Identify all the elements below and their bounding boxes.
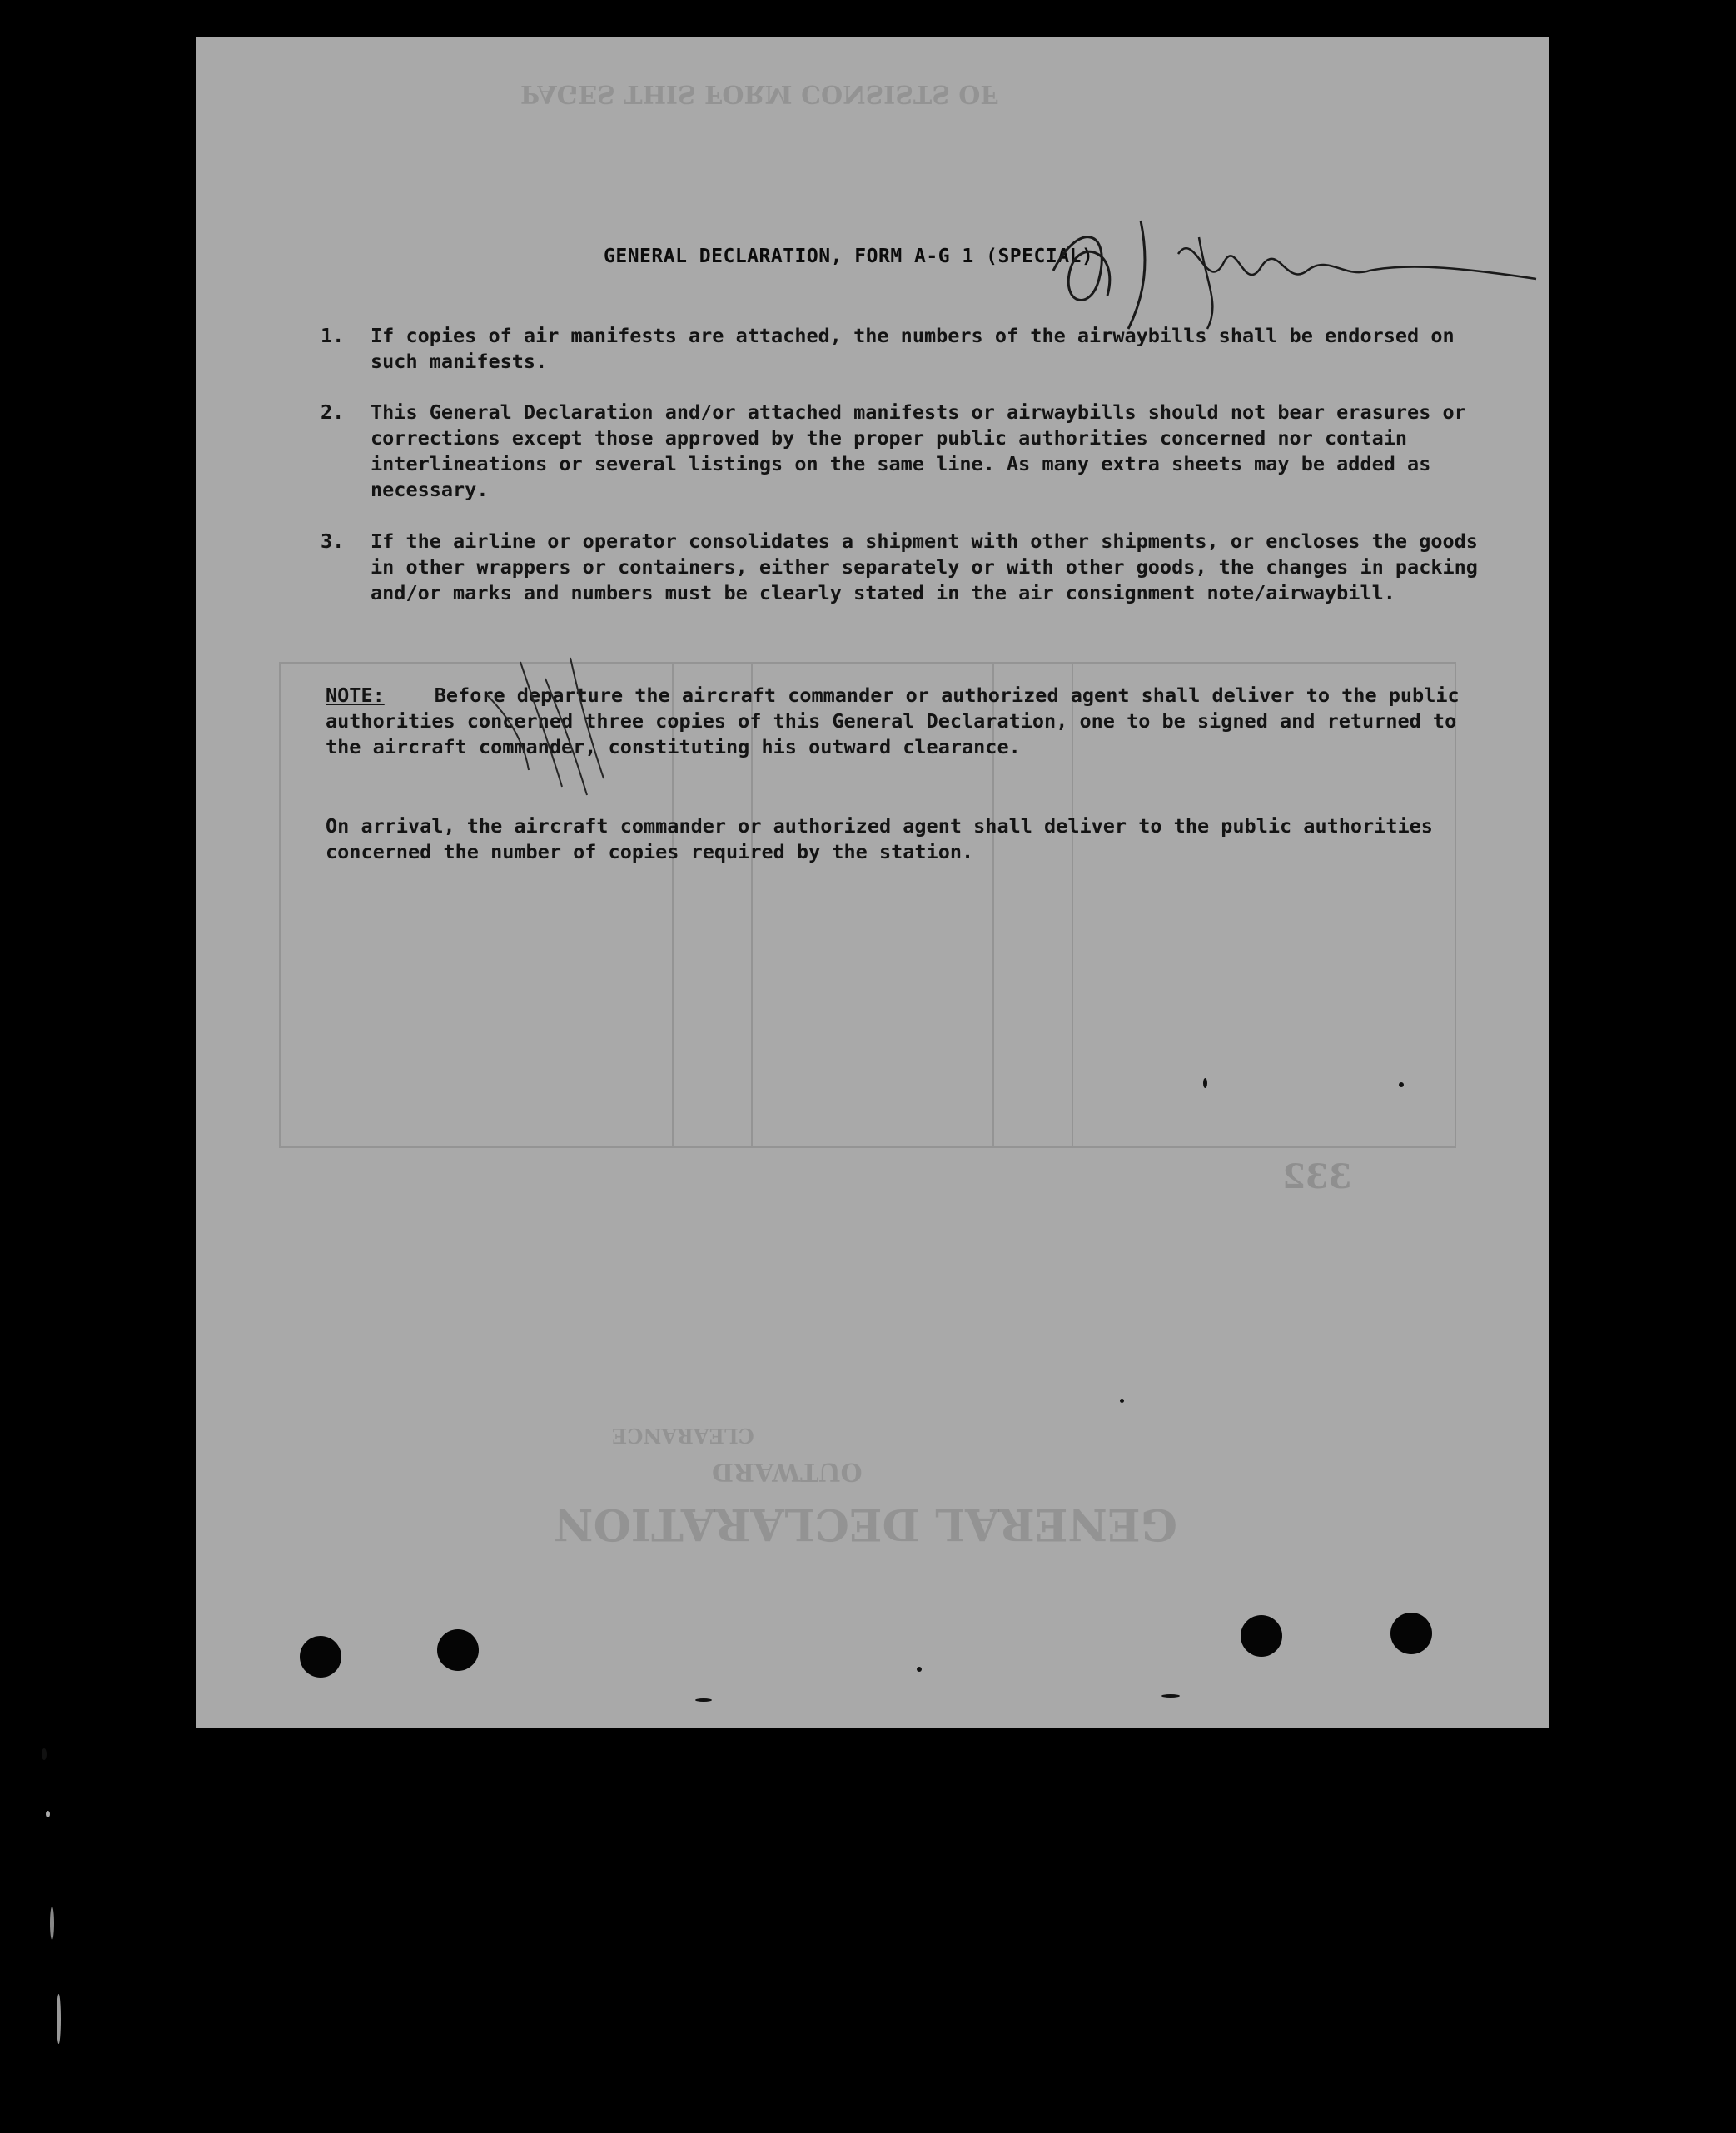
item-text: If copies of air manifests are attached, the numbers of the airwaybills shall be endorsed on such manifests. bbox=[371, 324, 1455, 373]
punch-hole-1 bbox=[300, 1636, 341, 1678]
item-text: If the airline or operator consolidates a shipment with other shipments, or encloses the goods in other wrappers or containers, either separately or with other goods, the changes in packing and/or marks and numbers must be clearly stated in the air consignment note/airwaybill. bbox=[371, 530, 1478, 604]
instruction-item-3 bbox=[321, 529, 1486, 632]
speck bbox=[1161, 1694, 1180, 1698]
arrival-paragraph: On arrival, the aircraft commander or authorized agent shall deliver to the public authorities concerned the number of copies required by the station. bbox=[326, 814, 1433, 863]
punch-hole-2 bbox=[437, 1629, 479, 1671]
instruction-item-1 bbox=[321, 323, 1486, 375]
item-number: 1. bbox=[321, 324, 345, 347]
document-page bbox=[196, 37, 1549, 1728]
bleed-stamp-number: 332 bbox=[1282, 1157, 1352, 1196]
pencil-mark bbox=[479, 645, 612, 803]
margin-speck bbox=[46, 1811, 50, 1817]
punch-hole-3 bbox=[1241, 1615, 1282, 1657]
speck bbox=[1203, 1078, 1207, 1088]
speck bbox=[1120, 1399, 1124, 1403]
speck bbox=[695, 1698, 712, 1702]
bleed-top-line: PAGES THIS FORM CONSISTS OF bbox=[520, 79, 998, 108]
bleed-heading-3: CLEARANCE bbox=[612, 1424, 754, 1448]
bleed-heading-2: OUTWARD bbox=[712, 1457, 863, 1486]
item-number: 2. bbox=[321, 400, 345, 424]
note-text: Before departure the aircraft commander or authorized agent shall deliver to the public authorities concerned three copies of this General Declaration, one to be signed and returned to the aircraft commander, constituting his outward clearance. bbox=[326, 684, 1460, 758]
margin-speck bbox=[57, 1994, 61, 2044]
margin-speck bbox=[42, 1748, 47, 1760]
margin-speck bbox=[50, 1907, 54, 1940]
punch-hole-4 bbox=[1390, 1613, 1432, 1654]
speck bbox=[917, 1667, 922, 1672]
bleed-heading-1: GENERAL DECLARATION bbox=[554, 1499, 1178, 1549]
item-text: This General Declaration and/or attached manifests or airwaybills should not bear erasures or corrections except those approved by the proper public authorities concerned nor contain interlineations or several listings on the same line. As many extra sheets may be added as necessary. bbox=[371, 400, 1466, 501]
note-label: NOTE: bbox=[326, 684, 385, 707]
instruction-item-2 bbox=[321, 400, 1486, 503]
speck bbox=[1399, 1082, 1404, 1087]
form-title: GENERAL DECLARATION, FORM A-G 1 (SPECIAL) bbox=[604, 246, 1094, 267]
item-number: 3. bbox=[321, 530, 345, 553]
